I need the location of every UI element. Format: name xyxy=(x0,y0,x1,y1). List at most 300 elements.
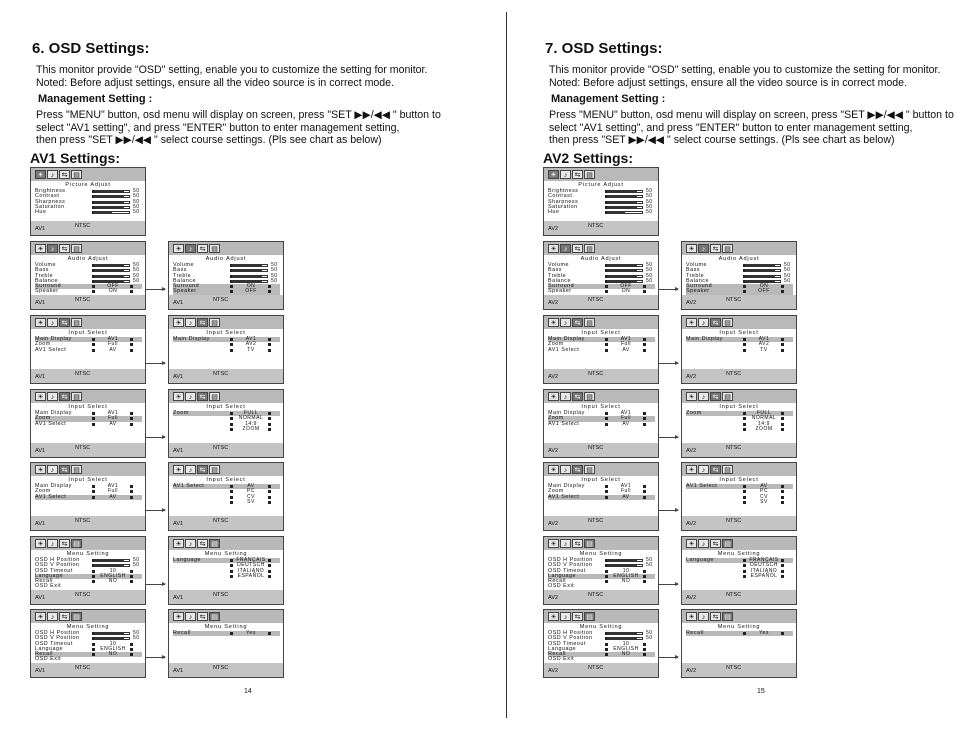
brightness-icon: ☀ xyxy=(35,244,46,253)
left-marker xyxy=(605,643,608,646)
osd-row-value: ENGLISH xyxy=(100,645,126,652)
right-marker xyxy=(268,496,271,499)
osd-row-value: ESPAÑOL xyxy=(750,572,778,579)
right-marker xyxy=(643,343,646,346)
osd-slider xyxy=(745,269,781,272)
left-marker xyxy=(743,285,746,288)
osd-slider-value: 50 xyxy=(133,193,140,200)
osd-row-label: Zoom xyxy=(35,488,51,495)
left-marker xyxy=(605,423,608,426)
left-marker xyxy=(743,501,746,504)
right-marker xyxy=(781,501,784,504)
osd-row-label: Sharpness xyxy=(548,198,579,205)
input-icon: ⇆ xyxy=(197,612,208,621)
input-icon: ⇆ xyxy=(59,318,70,327)
osd-system: NTSC xyxy=(726,665,742,671)
osd-tabs xyxy=(173,612,220,621)
osd-row-label: Speaker xyxy=(173,288,197,295)
osd-slider xyxy=(607,190,643,193)
left-marker xyxy=(605,653,608,656)
osd-row xyxy=(35,210,142,215)
right-marker xyxy=(130,423,133,426)
osd-slider-value: 50 xyxy=(646,562,653,569)
osd-row xyxy=(686,348,793,353)
menu-icon: ▤ xyxy=(584,465,595,474)
audio-icon: ♪ xyxy=(47,170,58,179)
osd-footer xyxy=(544,516,658,530)
right-marker xyxy=(130,490,133,493)
osd-footer xyxy=(169,516,283,530)
osd-row-value: ZOOM xyxy=(755,425,773,432)
osd-rows xyxy=(173,263,280,295)
osd-title: Menu Setting xyxy=(66,551,110,557)
brightness-icon: ☀ xyxy=(686,539,697,548)
osd-row-value: AV1 xyxy=(620,483,632,489)
right-marker xyxy=(268,428,271,431)
osd-row-label: Brightness xyxy=(548,188,579,194)
osd-row xyxy=(548,289,655,294)
right-marker xyxy=(643,412,646,415)
brightness-icon: ☀ xyxy=(35,465,46,474)
menu-icon: ▤ xyxy=(584,612,595,621)
osd-source: AV1 xyxy=(35,521,46,527)
osd-row xyxy=(548,657,655,662)
left-marker xyxy=(743,632,746,635)
brightness-icon: ☀ xyxy=(35,170,46,179)
right-marker xyxy=(130,570,133,573)
osd-system: NTSC xyxy=(75,445,91,451)
osd-slider-fill xyxy=(608,202,637,203)
page-number: 15 xyxy=(757,688,765,695)
input-icon: ⇆ xyxy=(710,612,721,621)
osd-row-label: AV1 Select xyxy=(173,483,205,489)
right-marker xyxy=(268,564,271,567)
right-marker xyxy=(781,575,784,578)
osd-tabs xyxy=(548,612,595,621)
osd-row-label: Main Display xyxy=(548,410,585,416)
osd-row-value: ESPAÑOL xyxy=(237,572,265,579)
input-icon: ⇆ xyxy=(710,244,721,253)
input-icon: ⇆ xyxy=(197,244,208,253)
osd-tabs xyxy=(173,318,220,327)
osd-row-label: OSD Timeout xyxy=(35,640,73,647)
osd-row-label: AV1 Select xyxy=(548,493,580,500)
right-marker xyxy=(781,349,784,352)
left-marker xyxy=(92,490,95,493)
osd-row-label: Zoom xyxy=(35,415,51,422)
osd-slider-fill xyxy=(233,281,262,282)
osd-row-label: OSD Exit xyxy=(35,656,62,663)
osd-footer xyxy=(31,221,145,235)
osd-row-label: Surround xyxy=(548,283,575,290)
osd-slider-value: 50 xyxy=(271,277,278,284)
right-marker xyxy=(781,485,784,488)
osd-row-label: OSD Exit xyxy=(548,656,575,663)
intro-line: This monitor provide "OSD" setting, enable you to customize the setting for monitor. xyxy=(36,64,428,76)
left-marker xyxy=(605,338,608,341)
osd-row-label: AV1 Select xyxy=(548,420,580,427)
right-marker xyxy=(643,648,646,651)
osd-row-label: Recall xyxy=(173,630,191,636)
right-marker xyxy=(643,575,646,578)
osd-row-label: Balance xyxy=(548,277,571,284)
osd-slider xyxy=(607,264,643,267)
page-divider xyxy=(506,12,507,718)
osd-screen xyxy=(30,462,146,531)
osd-slider-fill xyxy=(608,276,637,277)
osd-source: AV1 xyxy=(173,300,184,306)
osd-tabs xyxy=(548,318,595,327)
osd-title: Input Select xyxy=(206,330,246,336)
left-marker xyxy=(92,575,95,578)
osd-tabs xyxy=(35,318,82,327)
osd-rows xyxy=(35,263,142,295)
osd-system: NTSC xyxy=(213,592,229,598)
osd-slider-value: 50 xyxy=(271,267,278,274)
osd-rows xyxy=(173,558,280,579)
osd-row xyxy=(35,657,142,662)
osd-system: NTSC xyxy=(75,297,91,303)
input-icon: ⇆ xyxy=(710,318,721,327)
left-marker xyxy=(92,338,95,341)
osd-row-label: Language xyxy=(35,572,63,579)
left-marker xyxy=(743,290,746,293)
osd-title: Input Select xyxy=(719,477,759,483)
intro-text xyxy=(36,64,476,90)
brightness-icon: ☀ xyxy=(548,612,559,621)
osd-slider-fill xyxy=(233,270,262,271)
input-icon: ⇆ xyxy=(572,170,583,179)
osd-rows xyxy=(35,558,142,590)
left-marker xyxy=(743,417,746,420)
osd-row xyxy=(548,584,655,589)
menu-icon: ▤ xyxy=(209,465,220,474)
audio-icon: ♪ xyxy=(47,244,58,253)
osd-tabs xyxy=(548,170,595,179)
osd-slider-fill xyxy=(746,276,775,277)
osd-row-label: Hue xyxy=(548,209,560,216)
osd-title: Menu Setting xyxy=(204,551,248,557)
right-marker xyxy=(781,338,784,341)
osd-slider-value: 50 xyxy=(133,277,140,284)
osd-row-value: NORMAL xyxy=(751,415,777,422)
brightness-icon: ☀ xyxy=(548,170,559,179)
brightness-icon: ☀ xyxy=(35,612,46,621)
left-marker xyxy=(605,490,608,493)
left-marker xyxy=(92,417,95,420)
osd-rows xyxy=(35,337,142,353)
osd-screen xyxy=(681,241,797,310)
menu-icon: ▤ xyxy=(584,318,595,327)
osd-row-label: OSD V Position xyxy=(35,635,80,642)
osd-row xyxy=(173,427,280,432)
right-marker xyxy=(130,653,133,656)
osd-slider-fill xyxy=(746,265,775,266)
osd-row-value: NORMAL xyxy=(238,415,264,422)
osd-slider xyxy=(607,195,643,198)
osd-source: AV1 xyxy=(173,521,184,527)
osd-source: AV1 xyxy=(35,448,46,454)
osd-screen xyxy=(168,462,284,531)
osd-row-value: Yes xyxy=(759,630,769,636)
osd-title: Audio Adjust xyxy=(205,256,247,262)
osd-source: AV2 xyxy=(548,226,559,232)
menu-icon: ▤ xyxy=(584,539,595,548)
osd-row-label: OSD Timeout xyxy=(548,640,586,647)
intro-line: This monitor provide "OSD" setting, enable you to customize the setting for monitor. xyxy=(549,64,941,76)
osd-tabs xyxy=(548,465,595,474)
osd-row-label: OSD V Position xyxy=(548,635,593,642)
osd-screen xyxy=(681,609,797,678)
instruction-text xyxy=(36,109,476,147)
osd-tabs xyxy=(686,539,733,548)
osd-row-value: AV1 xyxy=(245,336,257,342)
osd-row-label: Main Display xyxy=(35,410,72,416)
left-marker xyxy=(92,412,95,415)
osd-slider-fill xyxy=(608,560,637,561)
osd-row-label: Volume xyxy=(686,262,707,268)
audio-icon: ♪ xyxy=(698,244,709,253)
section-title: AV1 Settings: xyxy=(30,150,120,166)
osd-row-value: NO xyxy=(108,651,118,658)
instruction-line: Press "MENU" button, osd menu will display on screen, press "SET ▶▶/◀◀ " button to xyxy=(549,109,954,121)
right-marker xyxy=(268,417,271,420)
brightness-icon: ☀ xyxy=(686,612,697,621)
osd-system: NTSC xyxy=(588,445,604,451)
input-icon: ⇆ xyxy=(710,539,721,548)
osd-row-value: OFF xyxy=(107,283,119,290)
osd-row xyxy=(686,289,793,294)
menu-icon: ▤ xyxy=(584,392,595,401)
osd-row-label: OSD V Position xyxy=(548,562,593,569)
left-marker xyxy=(605,496,608,499)
osd-row-label: Language xyxy=(686,557,714,563)
brightness-icon: ☀ xyxy=(686,244,697,253)
left-marker xyxy=(230,423,233,426)
osd-screen xyxy=(681,315,797,384)
osd-row-value: AV2 xyxy=(758,341,770,348)
osd-row-label: Balance xyxy=(686,277,709,284)
menu-icon: ▤ xyxy=(209,318,220,327)
osd-row-label: OSD H Position xyxy=(35,557,80,563)
osd-source: AV1 xyxy=(35,595,46,601)
page-left xyxy=(28,0,498,738)
osd-row-value: FULL xyxy=(243,410,259,416)
audio-icon: ♪ xyxy=(185,612,196,621)
osd-slider-value: 50 xyxy=(133,557,140,563)
left-marker xyxy=(605,349,608,352)
right-marker xyxy=(781,343,784,346)
osd-source: AV2 xyxy=(548,300,559,306)
osd-source: AV2 xyxy=(548,374,559,380)
osd-slider xyxy=(607,206,643,209)
osd-screen xyxy=(543,167,659,236)
osd-footer xyxy=(169,590,283,604)
osd-row-label: AV1 Select xyxy=(35,493,67,500)
osd-row-value: OFF xyxy=(758,288,770,295)
osd-row xyxy=(686,427,793,432)
osd-system: NTSC xyxy=(726,297,742,303)
right-marker xyxy=(781,490,784,493)
osd-slider xyxy=(94,264,130,267)
right-marker xyxy=(781,417,784,420)
osd-row-label: AV1 Select xyxy=(686,483,718,489)
osd-tabs xyxy=(35,170,82,179)
osd-source: AV2 xyxy=(686,668,697,674)
osd-row-label: Zoom xyxy=(548,415,564,422)
osd-rows xyxy=(548,558,655,590)
osd-row-value: AV xyxy=(622,420,630,427)
osd-row-label: Recall xyxy=(686,630,704,636)
flow-arrow xyxy=(146,363,165,364)
right-marker xyxy=(268,412,271,415)
left-marker xyxy=(743,485,746,488)
brightness-icon: ☀ xyxy=(35,539,46,548)
osd-row-label: Main Display xyxy=(548,336,585,342)
osd-footer xyxy=(169,369,283,383)
brightness-icon: ☀ xyxy=(548,539,559,548)
osd-footer xyxy=(682,443,796,457)
osd-screen xyxy=(543,241,659,310)
osd-footer xyxy=(544,221,658,235)
flow-arrow xyxy=(659,510,678,511)
osd-system: NTSC xyxy=(726,518,742,524)
osd-title: Input Select xyxy=(68,330,108,336)
osd-footer xyxy=(682,590,796,604)
right-marker xyxy=(643,653,646,656)
intro-text xyxy=(549,64,954,90)
osd-screen xyxy=(30,241,146,310)
right-marker xyxy=(643,349,646,352)
osd-slider-fill xyxy=(95,638,124,639)
right-marker xyxy=(130,412,133,415)
left-marker xyxy=(605,648,608,651)
osd-row-value: AV1 xyxy=(107,410,119,416)
osd-source: AV2 xyxy=(686,300,697,306)
flow-arrow xyxy=(659,363,678,364)
right-marker xyxy=(130,343,133,346)
osd-slider-fill xyxy=(95,560,124,561)
osd-row-label: OSD Exit xyxy=(548,583,575,590)
right-marker xyxy=(643,490,646,493)
osd-title: Input Select xyxy=(206,477,246,483)
osd-row-value: 10 xyxy=(622,567,630,574)
osd-source: AV2 xyxy=(686,374,697,380)
osd-slider xyxy=(94,190,130,193)
osd-slider-fill xyxy=(608,638,637,639)
right-marker xyxy=(130,643,133,646)
osd-slider-value: 50 xyxy=(646,203,653,210)
osd-row-value: OFF xyxy=(620,283,632,290)
osd-row-value: Full xyxy=(620,415,632,422)
left-marker xyxy=(92,648,95,651)
osd-row xyxy=(548,210,655,215)
osd-system: NTSC xyxy=(75,592,91,598)
flow-arrow xyxy=(659,584,678,585)
osd-row-label: Language xyxy=(173,557,201,563)
osd-row-value: AV1 xyxy=(758,336,770,342)
osd-title: Input Select xyxy=(719,404,759,410)
left-marker xyxy=(605,575,608,578)
left-marker xyxy=(230,290,233,293)
osd-row xyxy=(548,495,655,500)
osd-slider-fill xyxy=(608,265,637,266)
osd-slider-fill xyxy=(746,281,775,282)
osd-row-value: 10 xyxy=(622,640,630,647)
osd-slider-fill xyxy=(95,565,124,566)
brightness-icon: ☀ xyxy=(548,392,559,401)
osd-slider-fill xyxy=(608,196,637,197)
osd-row-label: OSD Exit xyxy=(35,583,62,590)
menu-icon: ▤ xyxy=(722,539,733,548)
osd-slider-fill xyxy=(95,270,124,271)
audio-icon: ♪ xyxy=(698,612,709,621)
osd-row-label: Balance xyxy=(35,277,58,284)
osd-slider-value: 50 xyxy=(133,203,140,210)
osd-tabs xyxy=(548,244,595,253)
left-marker xyxy=(743,338,746,341)
right-marker xyxy=(130,496,133,499)
left-marker xyxy=(92,485,95,488)
osd-title: Picture Adjust xyxy=(578,182,624,188)
right-marker xyxy=(781,632,784,635)
osd-screen xyxy=(681,389,797,458)
menu-icon: ▤ xyxy=(71,465,82,474)
osd-source: AV1 xyxy=(173,374,184,380)
osd-source: AV2 xyxy=(686,448,697,454)
osd-footer xyxy=(31,663,145,677)
osd-row-label: Zoom xyxy=(548,341,564,348)
osd-row-value: SV xyxy=(760,498,768,505)
osd-row xyxy=(35,495,142,500)
right-marker xyxy=(268,490,271,493)
osd-tabs xyxy=(548,539,595,548)
input-icon: ⇆ xyxy=(572,392,583,401)
osd-rows xyxy=(548,189,655,215)
osd-slider xyxy=(607,269,643,272)
osd-system: NTSC xyxy=(726,592,742,598)
osd-screen xyxy=(30,389,146,458)
osd-rows xyxy=(686,411,793,432)
osd-screen xyxy=(543,462,659,531)
osd-tabs xyxy=(35,392,82,401)
osd-row-value: CV xyxy=(760,493,768,500)
osd-slider-value: 50 xyxy=(133,630,140,636)
osd-row-label: Surround xyxy=(35,283,62,290)
osd-slider xyxy=(607,201,643,204)
osd-slider xyxy=(94,201,130,204)
osd-system: NTSC xyxy=(213,518,229,524)
right-marker xyxy=(130,290,133,293)
left-marker xyxy=(605,285,608,288)
osd-row-label: Recall xyxy=(548,578,566,585)
osd-title: Audio Adjust xyxy=(718,256,760,262)
osd-row-label: Hue xyxy=(35,209,47,216)
flow-arrow xyxy=(659,657,678,658)
brightness-icon: ☀ xyxy=(548,244,559,253)
osd-row-label: Volume xyxy=(548,262,569,268)
left-marker xyxy=(605,412,608,415)
osd-slider xyxy=(745,275,781,278)
osd-row-value: Full xyxy=(620,488,632,495)
flow-arrow xyxy=(146,437,165,438)
osd-system: NTSC xyxy=(726,445,742,451)
input-icon: ⇆ xyxy=(710,465,721,474)
right-marker xyxy=(268,290,271,293)
osd-row-label: AV1 Select xyxy=(35,420,67,427)
osd-row-value: TV xyxy=(760,346,768,353)
osd-tabs xyxy=(35,465,82,474)
